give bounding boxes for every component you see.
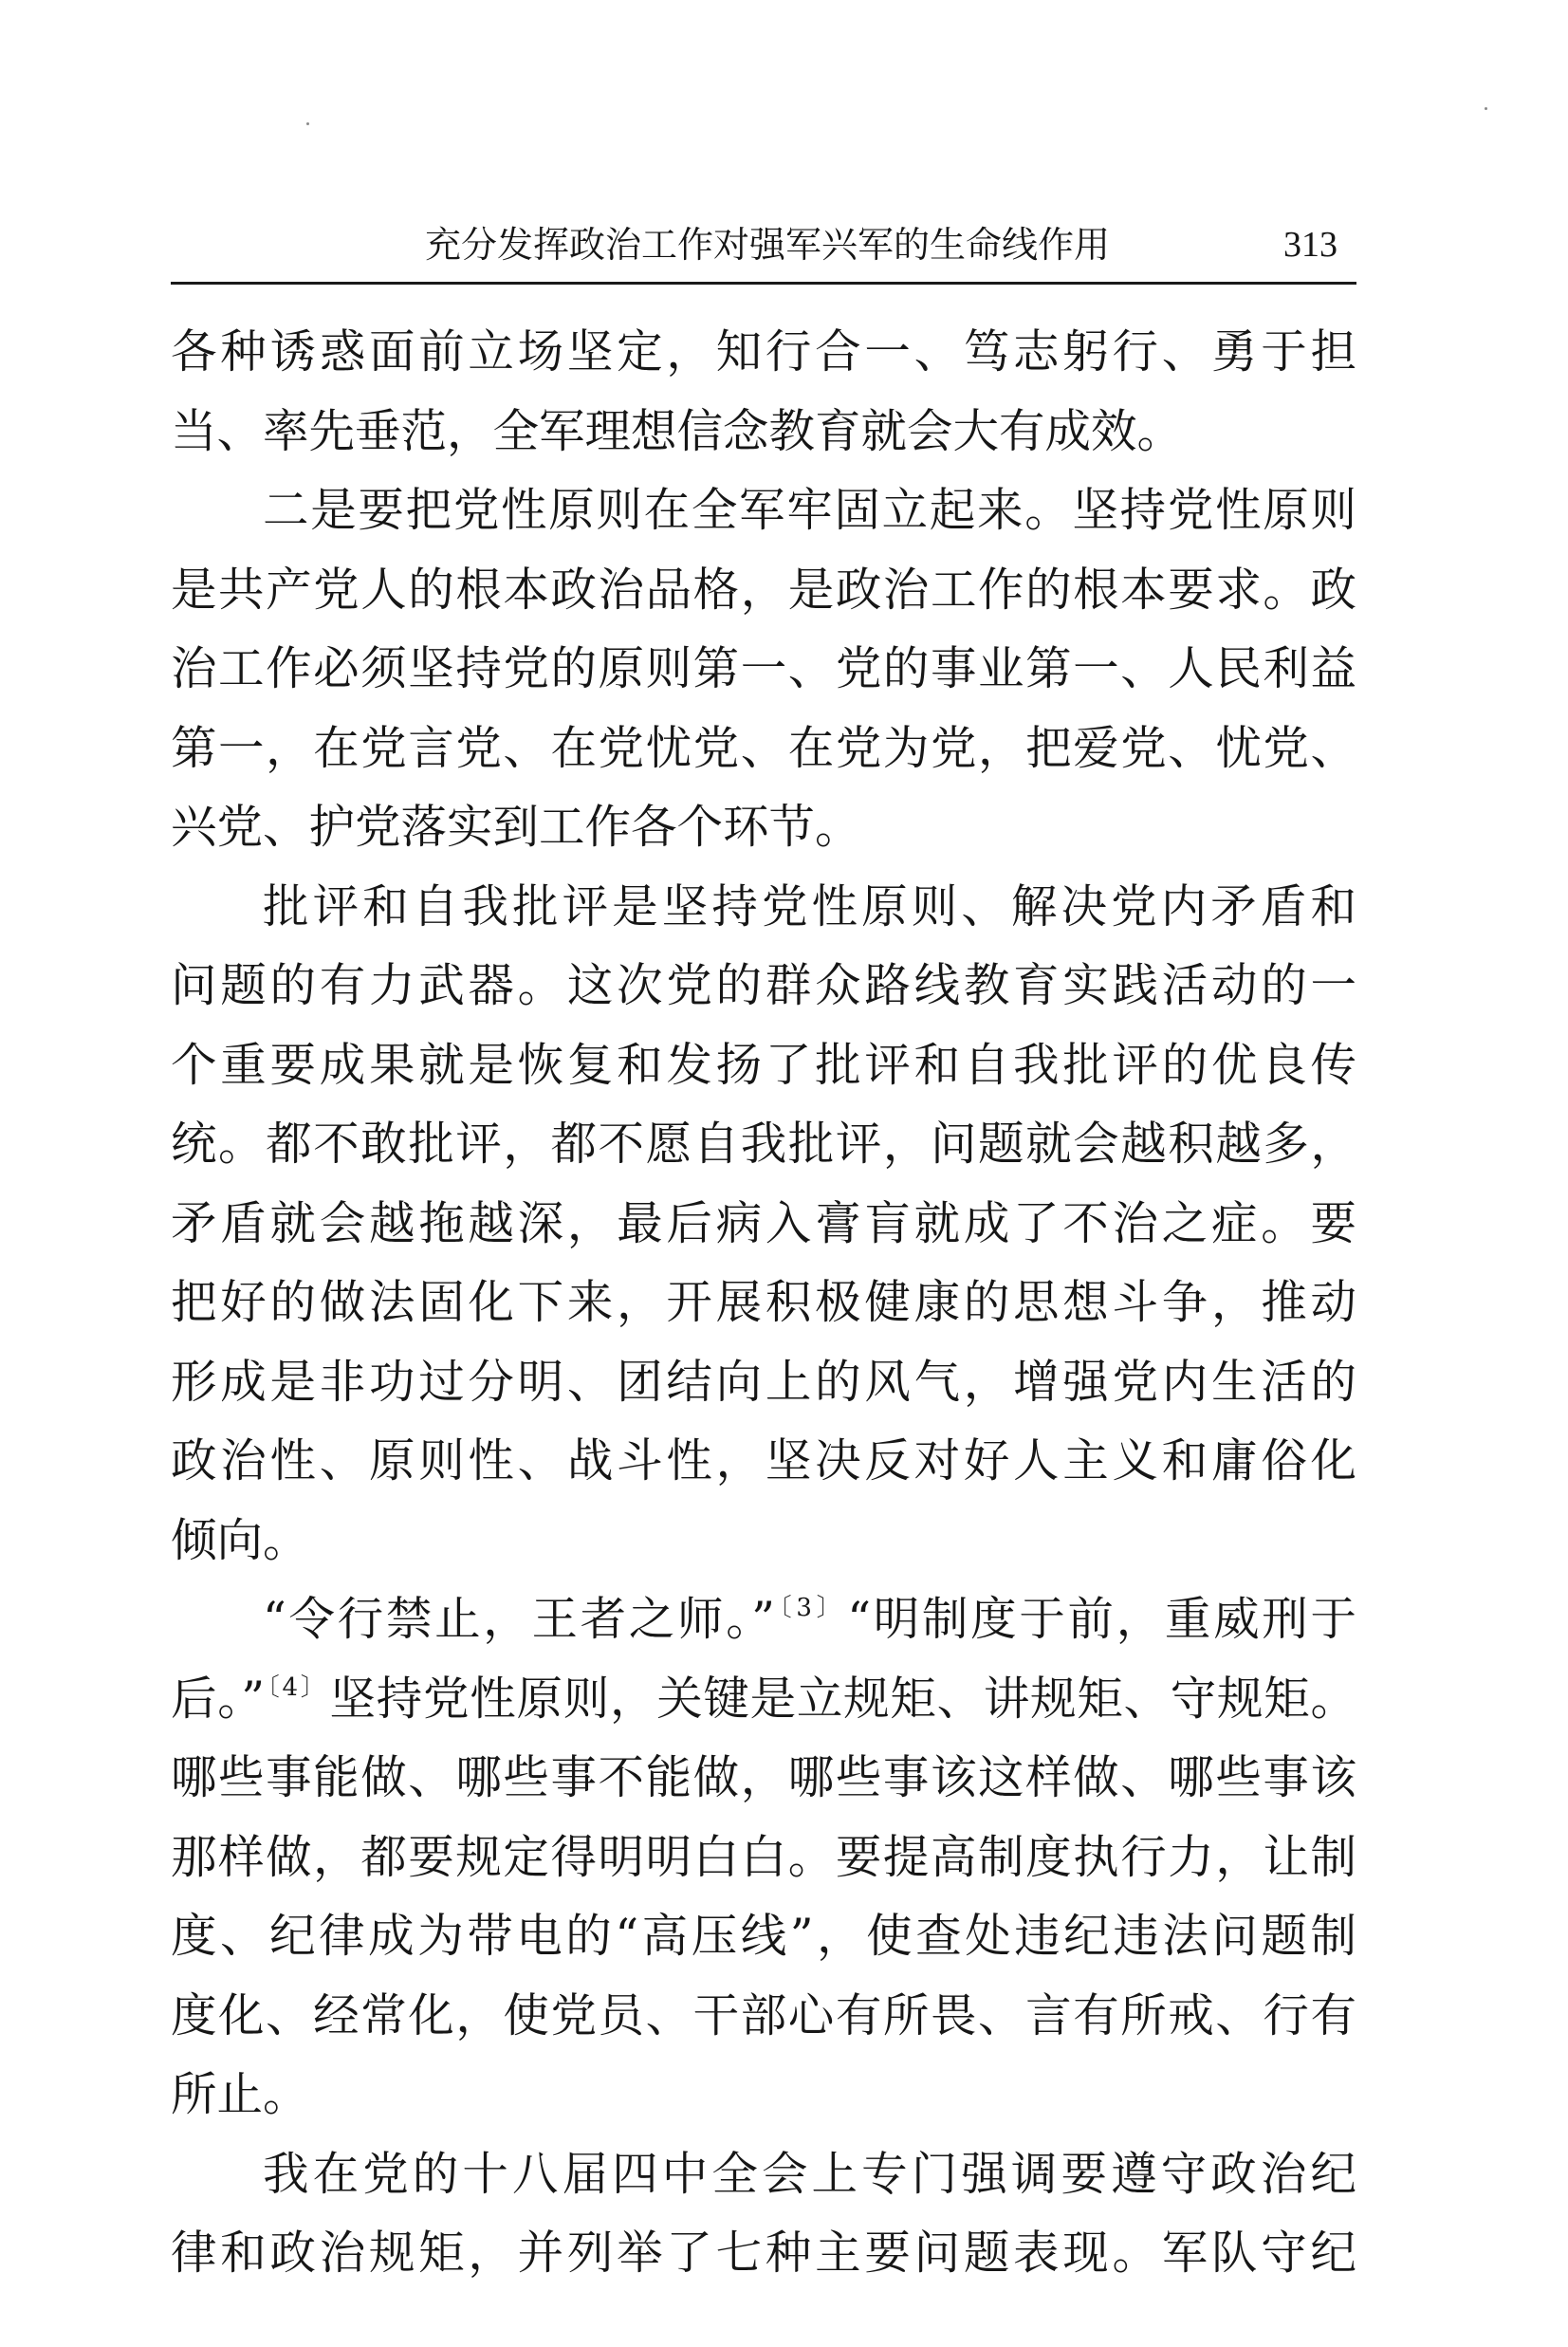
text-line: 当、率先垂范，全军理想信念教育就会大有成效。 <box>171 404 1184 458</box>
text-line: 矛盾就会越拖越深，最后病入膏肓就成了不治之症。要 <box>171 1196 1356 1250</box>
text-line <box>171 1580 1356 1660</box>
footnote-ref-3: 〔3〕 <box>776 1594 846 1622</box>
text-line: 统。都不敢批评，都不愿自我批评，问题就会越积越多， <box>171 1118 1356 1171</box>
text-line: 问题的有力武器。这次党的群众路线教育实践活动的一 <box>171 959 1356 1012</box>
running-title: 充分发挥政治工作对强军兴军的生命线作用 <box>425 224 1111 266</box>
footnote-ref-4: 〔4〕 <box>267 1672 328 1702</box>
text-line: 把好的做法固化下来，开展积极健康的思想斗争，推动 <box>171 1276 1356 1329</box>
text-line: 形成是非功过分明、团结向上的风气，增强党内生活的 <box>171 1355 1356 1409</box>
quote-text: “令行禁止，王者之师。” <box>263 1593 775 1646</box>
text-line: 各种诱惑面前立场坚定，知行合一、笃志躬行、勇于担 <box>171 325 1356 379</box>
text-line: 是共产党人的根本政治品格，是政治工作的根本要求。政 <box>171 563 1356 617</box>
quote-text: “明制度于前，重威刑于 <box>847 1593 1356 1646</box>
text-line: 第一，在党言党、在党忧党、在党为党，把爱党、忧党、 <box>171 721 1356 775</box>
text-line: 所止。 <box>171 2068 309 2121</box>
text-line: 那样做，都要规定得明明白白。要提高制度执行力，让制 <box>171 1830 1356 1884</box>
text-line: 哪些事能做、哪些事不能做，哪些事该这样做、哪些事该 <box>171 1751 1356 1804</box>
text-line: 度、纪律成为带电的“高压线”，使查处违纪违法问题制 <box>171 1910 1356 1963</box>
text-line: 批评和自我批评是坚持党性原则、解决党内矛盾和 <box>263 879 1356 933</box>
text-line: 度化、经常化，使党员、干部心有所畏、言有所戒、行有 <box>171 1988 1356 2042</box>
text-line: 律和政治规矩，并列举了七种主要问题表现。军队守纪 <box>171 2227 1356 2280</box>
body-sentence: 坚持党性原则，关键是立规矩、讲规矩、守规矩。 <box>329 1672 1356 1726</box>
body-text <box>171 313 1356 2294</box>
text-line: 我在党的十八届四中全会上专门强调要遵守政治纪 <box>263 2147 1356 2201</box>
text-line: 倾向。 <box>171 1513 309 1567</box>
scan-speck <box>306 122 309 125</box>
text-line: 政治性、原则性、战斗性，坚决反对好人主义和庸俗化 <box>171 1434 1356 1488</box>
header-rule <box>171 282 1356 285</box>
scan-speck <box>1485 107 1487 110</box>
text-line: 二是要把党性原则在全军牢固立起来。坚持党性原则 <box>263 484 1356 537</box>
running-head <box>171 216 1356 273</box>
quote-text: 后。” <box>171 1672 266 1726</box>
text-line: 治工作必须坚持党的原则第一、党的事业第一、人民利益 <box>171 642 1356 695</box>
text-line: 兴党、护党落实到工作各个环节。 <box>171 801 861 854</box>
text-line: 个重要成果就是恢复和发扬了批评和自我批评的优良传 <box>171 1038 1356 1092</box>
page-number: 313 <box>1283 225 1337 265</box>
text-line <box>171 1660 1356 1740</box>
